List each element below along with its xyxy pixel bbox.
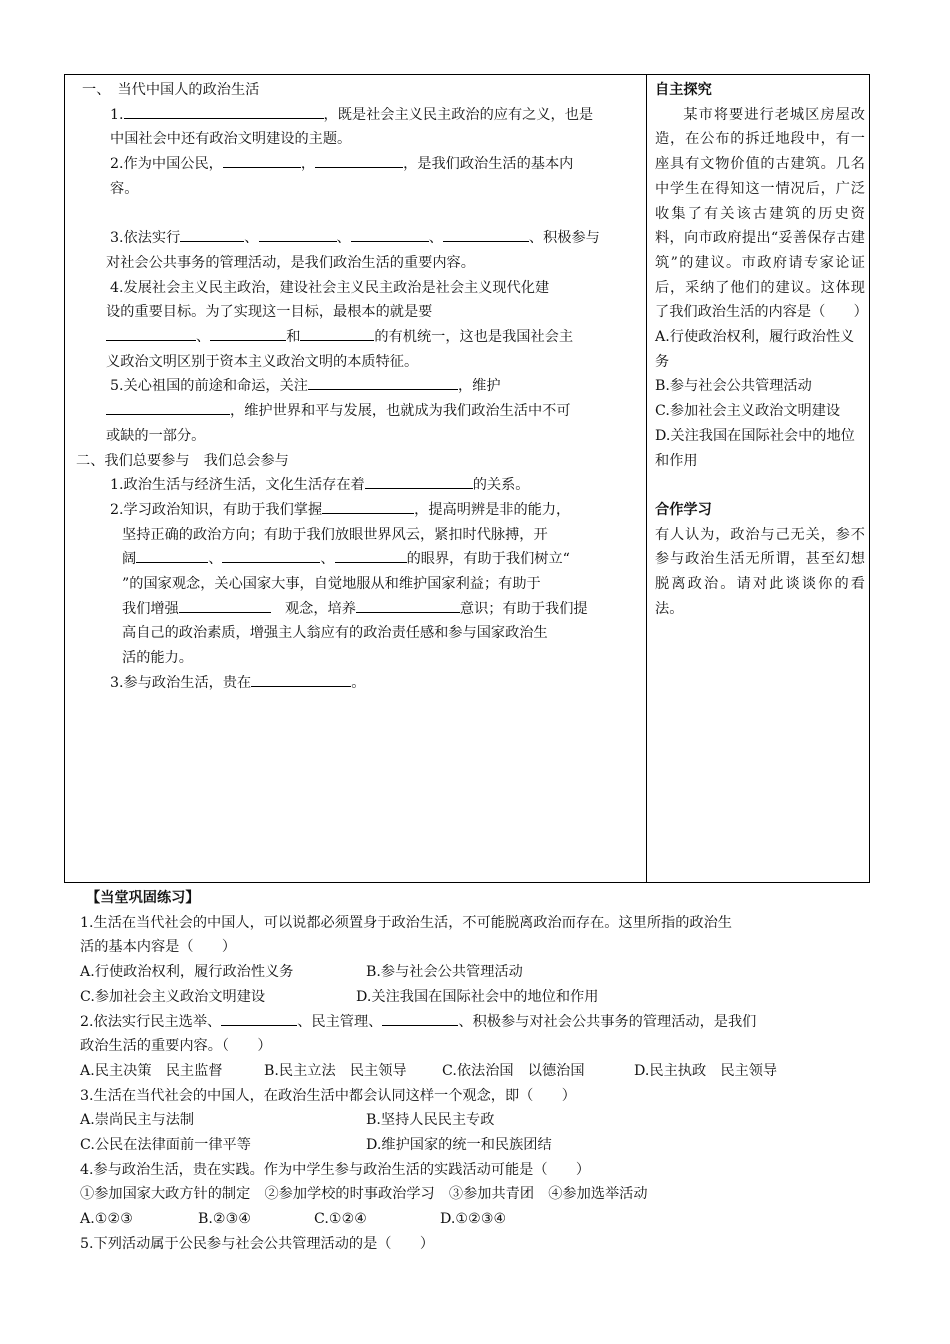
q4-options [80,1207,870,1232]
blank[interactable] [382,1011,458,1026]
q3-line: 3.生活在当代社会的中国人，在政治生活中都会认同这样一个观念，即（ ） [80,1087,576,1104]
item-5-line3: 或缺的一部分。 [106,427,206,444]
q3-options-row1 [80,1108,870,1133]
sec2-item-2-line2: 坚持正确的政治方向；有助于我们放眼世界风云，紧扣时代脉搏，开 [122,526,548,543]
blank[interactable] [335,548,407,563]
blank[interactable] [308,375,458,390]
inquiry-option-a: A.行使政治权利，履行政治性义务 [655,329,855,370]
blank[interactable] [251,672,351,687]
section2-title: 二、我们总要参与 我们总会参与 [76,452,289,469]
q2-option-b[interactable]: B.民主立法 民主领导 [264,1062,407,1079]
blank[interactable] [315,153,403,168]
q1-option-c[interactable]: C.参加社会主义政治文明建设 [80,988,266,1005]
item-1-line1: 1. ，既是社会主义民主政治的应有之义，也是 [76,103,642,128]
item-4-line1: 4.发展社会主义民主政治，建设社会主义民主政治是社会主义现代化建 [110,279,550,296]
q3-option-b[interactable]: B.坚持人民民主专政 [366,1112,495,1129]
q4-option-a[interactable]: A.①②③ [80,1211,133,1228]
q2-line2: 政治生活的重要内容。（ ） [80,1038,272,1055]
blank[interactable] [223,153,301,168]
blank[interactable] [259,227,337,242]
self-inquiry-title: 自主探究 [655,82,712,98]
item-3-line1: 3.依法实行 、 、 、 、积极参与 [76,226,642,251]
q1-option-d[interactable]: D.关注我国在国际社会中的地位和作用 [356,988,599,1005]
q3-option-d[interactable]: D.维护国家的统一和民族团结 [366,1137,552,1154]
q2-line1: 2.依法实行民主选举、 、民主管理、 、积极参与对社会公共事务的管理活动，是我们 [80,1010,870,1035]
q2-option-a[interactable]: A.民主决策 民主监督 [80,1062,223,1079]
q4-option-b[interactable]: B.②③④ [198,1211,252,1228]
sec2-item-2-line5: 我们增强 观念，培养 意识；有助于我们提 [76,597,642,622]
q4-items: ①参加国家大政方针的制定 ②参加学校的时事政治学习 ③参加共青团 ④参加选举活动 [80,1186,648,1203]
q1-line1: 1.生活在当代社会的中国人，可以说都必须置身于政治生活，不可能脱离政治而存在。这里所指的政治生 [80,914,732,931]
item-5-line2: ，维护世界和平与发展，也就成为我们政治生活中不可 [76,399,642,424]
item-1-line2: 中国社会中还有政治文明建设的主题。 [110,131,352,148]
practice-heading: 【当堂巩固练习】 [86,890,200,906]
q4-option-c[interactable]: C.①②④ [314,1211,368,1228]
blank[interactable] [351,227,429,242]
q2-options [80,1059,870,1084]
blank[interactable] [222,548,320,563]
sec2-item-2-line3: 阔 、 、 的眼界，有助于我们树立“ [76,547,642,572]
q4-line: 4.参与政治生活，贵在实践。作为中学生参与政治生活的实践活动可能是（ ） [80,1161,591,1178]
practice-section [80,886,870,1257]
left-column [76,78,642,696]
q2-option-d[interactable]: D.民主执政 民主领导 [634,1062,778,1079]
sec2-item-2-line7: 活的能力。 [122,650,193,667]
section1-title: 一、 当代中国人的政治生活 [82,82,260,98]
sec2-item-1: 1.政治生活与经济生活，文化生活存在着 的关系。 [76,473,642,498]
blank[interactable] [300,326,374,341]
item-2-line2: 容。 [110,180,139,197]
inquiry-option-c: C.参加社会主义政治文明建设 [655,403,841,420]
inquiry-option-b: B.参与社会公共管理活动 [655,378,812,395]
item-3-line2: 对社会公共事务的管理活动，是我们政治生活的重要内容。 [106,254,475,271]
blank[interactable] [322,499,414,514]
inquiry-option-d: D.关注我国在国际社会中的地位和作用 [655,427,855,469]
blank[interactable] [179,598,271,613]
sec2-item-2-line4: ”的国家观念，关心国家大事，自觉地服从和维护国家利益；有助于 [122,576,541,593]
right-column [655,78,868,621]
q3-option-c[interactable]: C.公民在法律面前一律平等 [80,1137,251,1154]
q2-option-c[interactable]: C.依法治国 以德治国 [442,1062,585,1079]
blank[interactable] [365,474,473,489]
item-4-line4: 义政治文明区别于资本主义政治文明的本质特征。 [106,353,419,370]
blank[interactable] [136,548,208,563]
q5-line: 5.下列活动属于公民参与社会公共管理活动的是（ ） [80,1235,435,1252]
sec2-item-3: 3.参与政治生活，贵在 。 [76,671,642,696]
cooperative-learning-paragraph: 有人认为，政治与己无关，参不参与政治生活无所谓，甚至幻想脱离政治。请对此谈谈你的看法。 [655,526,865,617]
q3-options-row2 [80,1133,870,1158]
sec2-item-2-line1: 2.学习政治知识，有助于我们掌握 ，提高明辨是非的能力， [76,498,642,523]
blank[interactable] [106,400,230,415]
q4-option-d[interactable]: D.①②③④ [440,1211,507,1228]
blank[interactable] [221,1011,297,1026]
item-5-line1: 5.关心祖国的前途和命运，关注 ，维护 [76,374,642,399]
q1-options-row1 [80,960,870,985]
q3-option-a[interactable]: A.崇尚民主与法制 [80,1112,195,1129]
self-inquiry-paragraph: 某市将要进行老城区房屋改造，在公布的拆迁地段中，有一座具有文物价值的古建筑。几名中学生在得知这一情况后，广泛收集了有关该古建筑的历史资料，向市政府提出“妥善保存古建筑”的建议。市政府请专家论证后，采纳了他们的建议。这体现了我们政治生活的内容是（ ） [655,106,868,321]
q1-options-row2 [80,985,870,1010]
item-4-line3: 、 和 的有机统一，这也是我国社会主 [76,325,642,350]
blank[interactable] [106,326,196,341]
column-divider [646,74,647,883]
q1-line2: 活的基本内容是（ ） [80,939,237,956]
blank[interactable] [210,326,286,341]
blank[interactable] [124,104,324,119]
q1-option-b[interactable]: B.参与社会公共管理活动 [366,964,523,981]
blank[interactable] [356,598,460,613]
item-4-line2: 设的重要目标。为了实现这一目标，最根本的就是要 [106,304,433,321]
q1-option-a[interactable]: A.行使政治权利，履行政治性义务 [80,964,294,981]
cooperative-learning-title: 合作学习 [655,501,712,518]
sec2-item-2-line6: 高自己的政治素质，增强主人翁应有的政治责任感和参与国家政治生 [122,625,548,642]
item-2-line1: 2.作为中国公民， ， ，是我们政治生活的基本内 [76,152,642,177]
blank[interactable] [180,227,244,242]
blank[interactable] [443,227,529,242]
